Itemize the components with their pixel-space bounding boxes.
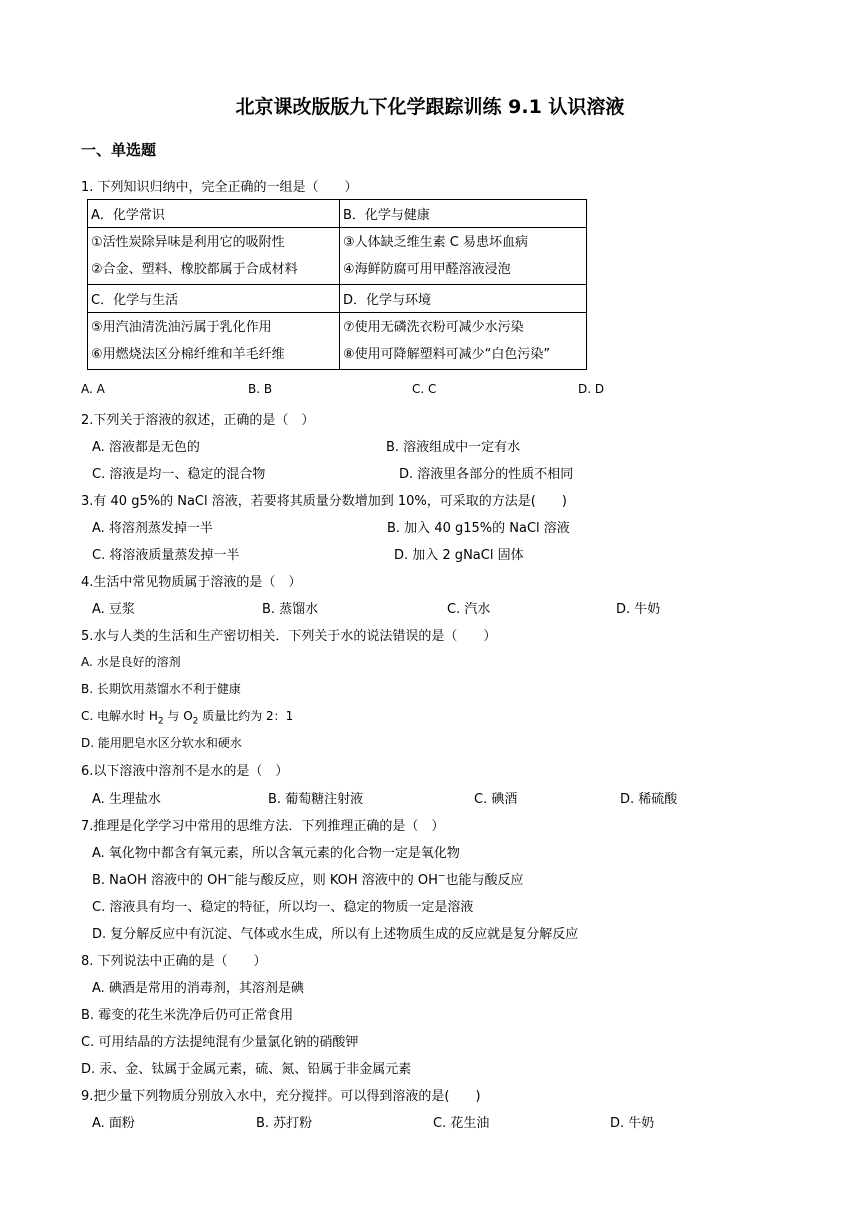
- q1-option-a[interactable]: A. A: [81, 382, 105, 396]
- q8-option-c[interactable]: C. 可用结晶的方法提纯混有少量氯化钠的硝酸钾: [81, 1035, 359, 1050]
- q8-option-d[interactable]: D. 汞、金、钛属于金属元素，硫、氮、铅属于非金属元素: [81, 1062, 412, 1077]
- q3-option-a[interactable]: A. 将溶剂蒸发掉一半: [92, 521, 213, 536]
- q3-option-b[interactable]: B. 加入 40 g15%的 NaCl 溶液: [387, 521, 570, 536]
- table-head-b: B．化学与健康: [340, 200, 587, 228]
- q3-option-d[interactable]: D. 加入 2 gNaCl 固体: [394, 548, 524, 563]
- table-item-2: ②合金、塑料、橡胶都属于合成材料: [91, 262, 298, 277]
- q9-option-d[interactable]: D. 牛奶: [610, 1116, 655, 1131]
- q5-option-c-text-3: 质量比约为 2：1: [198, 709, 294, 723]
- q1-option-d[interactable]: D. D: [578, 382, 605, 396]
- q4-option-b[interactable]: B. 蒸馏水: [262, 602, 319, 617]
- q1-option-b[interactable]: B. B: [248, 382, 273, 396]
- table-item-1: ①活性炭除异味是利用它的吸附性: [91, 235, 285, 250]
- question-7-stem: 7.推理是化学学习中常用的思维方法．下列推理正确的是（ ）: [81, 819, 445, 834]
- table-item-4: ④海鲜防腐可用甲醛溶液浸泡: [343, 262, 511, 277]
- q1-option-c[interactable]: C. C: [412, 382, 437, 396]
- section-heading: 一、单选题: [81, 141, 157, 159]
- table-head-c: C．化学与生活: [88, 285, 340, 313]
- q8-option-a[interactable]: A. 碘酒是常用的消毒剂，其溶剂是碘: [92, 981, 304, 996]
- table-cell-b: [340, 228, 587, 285]
- q8-option-b[interactable]: B. 霉变的花生米洗净后仍可正常食用: [81, 1008, 294, 1023]
- q5-option-a[interactable]: A. 水是良好的溶剂: [81, 655, 181, 669]
- q5-option-c-sub-2: 2: [192, 716, 199, 727]
- table-item-3: ③人体缺乏维生素 C 易患坏血病: [343, 235, 528, 250]
- q6-option-a[interactable]: A. 生理盐水: [92, 792, 161, 807]
- q5-option-c-text-1: C. 电解水时 H: [81, 709, 158, 723]
- q4-option-c[interactable]: C. 汽水: [447, 602, 491, 617]
- question-6-stem: 6.以下溶液中溶剂不是水的是（ ）: [81, 764, 289, 779]
- q5-option-c-text-2: 与 O: [163, 709, 193, 723]
- q3-option-c[interactable]: C. 将溶液质量蒸发掉一半: [92, 548, 240, 563]
- question-2-stem: 2.下列关于溶液的叙述，正确的是（ ）: [81, 413, 315, 428]
- q7-option-b[interactable]: [92, 869, 524, 888]
- question-1-stem: 1. 下列知识归纳中，完全正确的一组是（ ）: [81, 180, 358, 195]
- q9-option-c[interactable]: C. 花生油: [433, 1116, 490, 1131]
- q5-option-b[interactable]: B. 长期饮用蒸馏水不利于健康: [81, 682, 241, 696]
- q7-option-a[interactable]: A. 氧化物中都含有氧元素，所以含氧元素的化合物一定是氧化物: [92, 846, 460, 861]
- q6-option-c[interactable]: C. 碘酒: [474, 792, 518, 807]
- q7-option-c[interactable]: C. 溶液具有均一、稳定的特征，所以均一、稳定的物质一定是溶液: [92, 900, 474, 915]
- q5-option-d[interactable]: D. 能用肥皂水区分软水和硬水: [81, 736, 242, 750]
- q7-option-b-sup-1: −: [227, 871, 235, 882]
- q6-option-d[interactable]: D. 稀硫酸: [620, 792, 678, 807]
- table-head-a: A．化学常识: [88, 200, 340, 228]
- table-item-6: ⑥用燃烧法区分棉纤维和羊毛纤维: [91, 347, 285, 362]
- q7-option-b-text-3: 也能与酸反应: [445, 873, 524, 888]
- q2-option-b[interactable]: B. 溶液组成中一定有水: [386, 440, 521, 455]
- table-head-d: D．化学与环境: [340, 285, 587, 313]
- table-cell-c: [88, 313, 340, 370]
- question-3-stem: 3.有 40 g5%的 NaCl 溶液，若要将其质量分数增加到 10%，可采取的方法是( ): [81, 494, 567, 509]
- q5-option-c-sub-1: 2: [157, 716, 164, 727]
- table-item-7: ⑦使用无磷洗衣粉可减少水污染: [343, 320, 524, 335]
- question-8-stem: 8. 下列说法中正确的是（ ）: [81, 954, 267, 969]
- question-4-stem: 4.生活中常见物质属于溶液的是（ ）: [81, 575, 302, 590]
- q5-option-c[interactable]: [81, 707, 293, 726]
- q7-option-b-text-1: B. NaOH 溶液中的 OH: [92, 873, 228, 888]
- q7-option-b-text-2: 能与酸反应，则 KOH 溶液中的 OH: [234, 873, 438, 888]
- knowledge-table: [87, 199, 587, 370]
- q2-option-a[interactable]: A. 溶液都是无色的: [92, 440, 200, 455]
- table-cell-d: [340, 313, 587, 370]
- q9-option-b[interactable]: B. 苏打粉: [256, 1116, 313, 1131]
- q7-option-d[interactable]: D. 复分解反应中有沉淀、气体或水生成，所以有上述物质生成的反应就是复分解反应: [92, 927, 579, 942]
- q2-option-d[interactable]: D. 溶液里各部分的性质不相同: [399, 467, 574, 482]
- question-9-stem: 9.把少量下列物质分别放入水中，充分搅拌。可以得到溶液的是( ): [81, 1089, 481, 1104]
- q4-option-d[interactable]: D. 牛奶: [616, 602, 661, 617]
- q9-option-a[interactable]: A. 面粉: [92, 1116, 135, 1131]
- table-cell-a: [88, 228, 340, 285]
- q6-option-b[interactable]: B. 葡萄糖注射液: [268, 792, 364, 807]
- question-5-stem: 5.水与人类的生活和生产密切相关．下列关于水的说法错误的是（ ）: [81, 629, 497, 644]
- q4-option-a[interactable]: A. 豆浆: [92, 602, 135, 617]
- page-title: 北京课改版版九下化学跟踪训练 9.1 认识溶液: [235, 96, 625, 118]
- q2-option-c[interactable]: C. 溶液是均一、稳定的混合物: [92, 467, 266, 482]
- q7-option-b-sup-2: −: [437, 871, 446, 882]
- table-item-8: ⑧使用可降解塑料可减少“白色污染”: [343, 347, 551, 362]
- table-item-5: ⑤用汽油清洗油污属于乳化作用: [91, 320, 272, 335]
